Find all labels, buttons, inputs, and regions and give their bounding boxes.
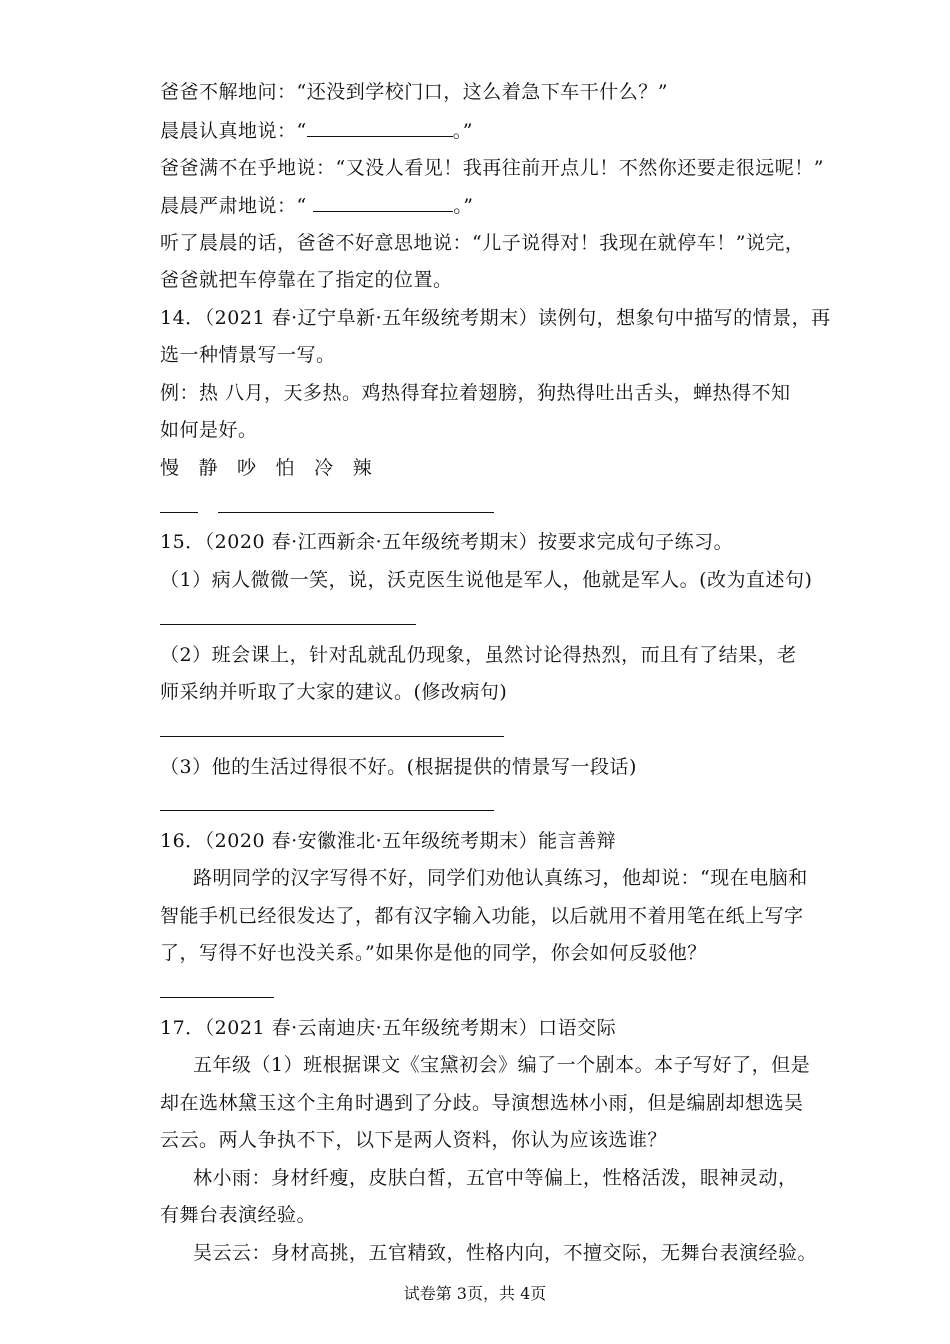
q17-title: 17．（2021 春·云南迪庆·五年级统考期末）口语交际 bbox=[160, 1017, 617, 1039]
q15-part-2-answer-line[interactable] bbox=[160, 736, 504, 737]
q15-part-3: （3）他的生活过得很不好。(根据提供的情景写一段话) bbox=[160, 756, 637, 778]
q14-example-line-1: 例：热 八月，天多热。鸡热得耷拉着翅膀，狗热得吐出舌头，蝉热得不知 bbox=[160, 382, 791, 404]
q14-word-blank[interactable] bbox=[160, 512, 198, 513]
q17-wu-profile: 吴云云：身材高挑，五官精致，性格内向，不擅交际，无舞台表演经验。 bbox=[193, 1242, 818, 1264]
q14-example-line-2: 如何是好。 bbox=[160, 419, 258, 441]
q15-part-1: （1）病人微微一笑，说，沃克医生说他是军人，他就是军人。(改为直述句) bbox=[160, 569, 813, 591]
q16-answer-line[interactable] bbox=[160, 997, 274, 998]
q16-body-line-1: 路明同学的汉字写得不好，同学们劝他认真练习，他却说：“现在电脑和 bbox=[193, 867, 808, 889]
dialogue-chen-answer-1-suffix: 。” bbox=[452, 120, 473, 142]
q14-word: 怕 bbox=[275, 457, 296, 479]
q14-word: 吵 bbox=[237, 457, 257, 479]
dialogue-ending-line-1: 听了晨晨的话，爸爸不好意思地说：“儿子说得对！我现在就停车！”说完， bbox=[160, 232, 805, 254]
q14-word: 慢 bbox=[160, 457, 180, 479]
q17-body-line-2: 却在选林黛玉这个主角时遇到了分歧。导演想选林小雨，但是编剧却想选吴 bbox=[160, 1092, 804, 1114]
page-footer: 试卷第 3页，共 4页 bbox=[403, 1284, 547, 1303]
q14-title-line-1: 14．（2021 春·辽宁阜新·五年级统考期末）读例句，想象句中描写的情景，再 bbox=[160, 307, 831, 329]
dialogue-ending-line-2: 爸爸就把车停靠在了指定的位置。 bbox=[160, 269, 453, 291]
q14-word: 静 bbox=[198, 457, 219, 479]
dialogue-chen-answer-2-prefix: 晨晨严肃地说：“ bbox=[160, 195, 314, 217]
dialogue-dad-question-2: 爸爸满不在乎地说：“又没人看见！我再往前开点儿！不然你还要走很远呢！” bbox=[160, 157, 824, 179]
q15-title: 15．（2020 春·江西新余·五年级统考期末）按要求完成句子练习。 bbox=[160, 531, 734, 553]
dialogue-chen-answer-1-prefix: 晨晨认真地说：“ bbox=[160, 120, 307, 142]
q17-lin-profile-line-1: 林小雨：身材纤瘦，皮肤白皙，五官中等偏上，性格活泼，眼神灵动， bbox=[193, 1167, 798, 1189]
q14-word: 辣 bbox=[352, 457, 373, 479]
dialogue-chen-answer-1 bbox=[160, 118, 473, 143]
q14-word-options bbox=[160, 456, 372, 480]
q14-title-line-2: 选一种情景写一写。 bbox=[160, 344, 336, 366]
q15-part-2-line-1: （2）班会课上，针对乱就乱仍现象，虽然讨论得热烈，而且有了结果，老 bbox=[160, 644, 797, 666]
answer-blank-2[interactable] bbox=[313, 193, 453, 212]
q14-word: 冷 bbox=[314, 457, 334, 479]
dialogue-dad-question-1: 爸爸不解地问：“还没到学校门口，这么着急下车干什么？” bbox=[160, 81, 668, 103]
q17-body-line-3: 云云。两人争执不下，以下是两人资料，你认为应该选谁？ bbox=[160, 1129, 668, 1151]
dialogue-chen-answer-2-suffix: 。” bbox=[453, 195, 474, 217]
q16-title: 16．（2020 春·安徽淮北·五年级统考期末）能言善辩 bbox=[160, 830, 617, 852]
q14-answer-blank[interactable] bbox=[218, 512, 494, 513]
q15-part-1-answer-line[interactable] bbox=[160, 624, 416, 625]
q17-lin-profile-line-2: 有舞台表演经验。 bbox=[160, 1204, 317, 1226]
q15-part-3-answer-line[interactable] bbox=[160, 810, 494, 811]
answer-blank-1[interactable] bbox=[307, 118, 453, 137]
q16-body-line-2: 智能手机已经很发达了，都有汉字输入功能，以后就用不着用笔在纸上写字 bbox=[160, 905, 804, 927]
dialogue-chen-answer-2 bbox=[160, 193, 473, 218]
q15-part-2-line-2: 师采纳并听取了大家的建议。(修改病句) bbox=[160, 681, 508, 703]
q17-body-line-1: 五年级（1）班根据课文《宝黛初会》编了一个剧本。本子写好了，但是 bbox=[193, 1054, 811, 1076]
q16-body-line-3: 了，写得不好也没关系。”如果你是他的同学，你会如何反驳他？ bbox=[160, 942, 707, 964]
